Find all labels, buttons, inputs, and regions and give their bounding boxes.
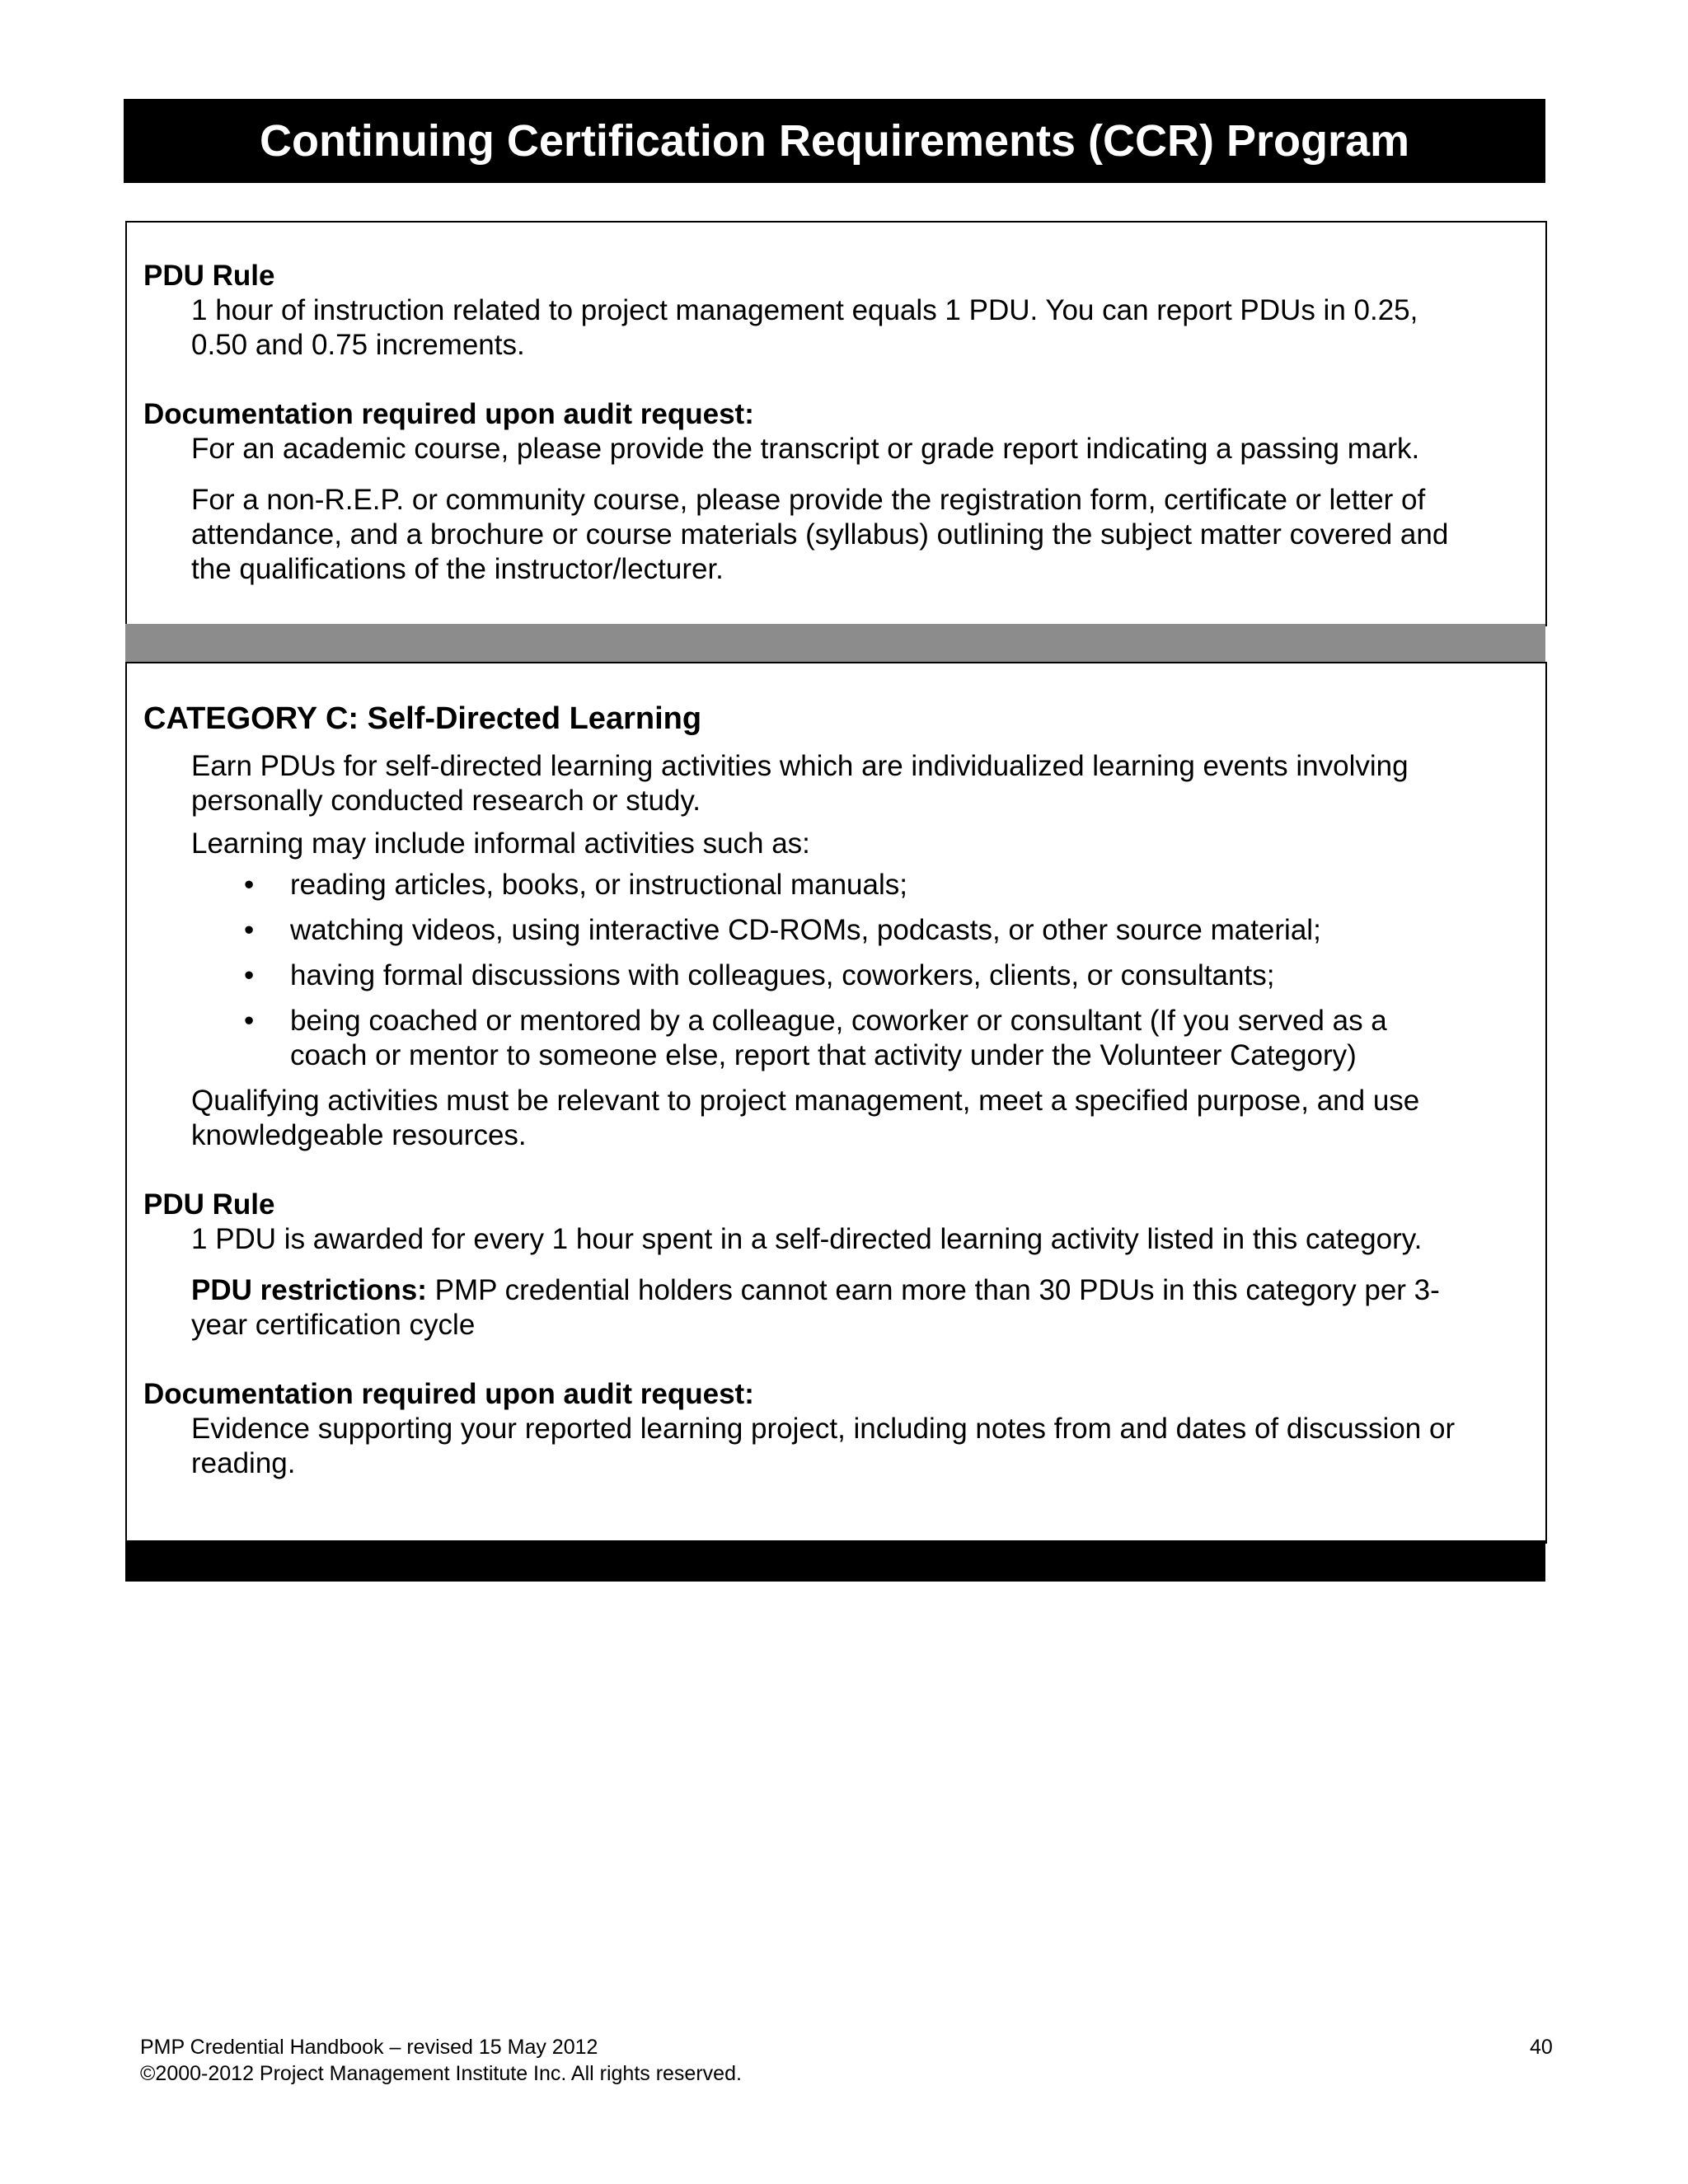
- activities-list: [143, 868, 1521, 1073]
- category-intro: Earn PDUs for self-directed learning activities which are individualized learning events involving personally conducted research or study.: [191, 750, 1409, 817]
- pdu-rule-text: 1 hour of instruction related to project management equals 1 PDU. You can report PDUs in 0.25, 0.50 and 0.75 increments.: [191, 294, 1418, 361]
- pdu-rule-heading-c: PDU Rule: [143, 1188, 275, 1221]
- list-item: • having formal discussions with colleagues, coworkers, clients, or consultants;: [244, 959, 1275, 991]
- page-title-bar: [124, 99, 1545, 183]
- qualifying-text: Qualifying activities must be relevant to project management, meet a specified purpose, and use knowledgeable resources.: [191, 1085, 1420, 1151]
- documentation-text-community: For a non-R.E.P. or community course, please provide the registration form, certificate or letter of attendance, and a brochure or course materials (syllabus) outlining the subject matter covered and the qualifications of the instructor/lecturer.: [191, 484, 1449, 585]
- section-divider-gray: [125, 624, 1545, 662]
- page-title: Continuing Certification Requirements (CCR) Program: [259, 116, 1410, 166]
- documentation-heading-c: Documentation required upon audit request:: [143, 1378, 754, 1410]
- bullet-icon: •: [244, 869, 255, 901]
- list-item: • reading articles, books, or instructional manuals;: [244, 869, 907, 901]
- page-number: 40: [1530, 2036, 1553, 2059]
- documentation-heading: Documentation required upon audit request:: [143, 398, 754, 430]
- footer: [140, 2034, 742, 2087]
- bullet-icon: •: [244, 1005, 255, 1037]
- documentation-text-academic: For an academic course, please provide the transcript or grade report indicating a passing mark.: [191, 433, 1420, 465]
- category-c-box: [125, 662, 1547, 1544]
- activities-intro: Learning may include informal activities such as:: [191, 827, 810, 860]
- pdu-rule-text-c: 1 PDU is awarded for every 1 hour spent in a self-directed learning activity listed in this category.: [191, 1223, 1423, 1255]
- pdu-restrictions: PDU restrictions: PMP credential holders cannot earn more than 30 PDUs in this category per 3- year certification cycle: [191, 1274, 1440, 1341]
- category-heading: CATEGORY C: Self-Directed Learning: [143, 701, 702, 736]
- pdu-rule-box: [125, 221, 1547, 626]
- footer-copyright: ©2000-2012 Project Management Institute Inc. All rights reserved.: [140, 2062, 742, 2085]
- list-item: • watching videos, using interactive CD-ROMs, podcasts, or other source material;: [244, 914, 1321, 946]
- bullet-icon: •: [244, 959, 255, 991]
- bullet-icon: •: [244, 914, 255, 946]
- section-end-bar: [125, 1540, 1545, 1582]
- footer-handbook: PMP Credential Handbook – revised 15 May 2012: [140, 2036, 598, 2059]
- pdu-rule-heading: PDU Rule: [143, 260, 275, 292]
- list-item: • being coached or mentored by a colleague, coworker or consultant (If you served as a coach or mentor to someone else, report that activity under the Volunteer Category): [244, 1005, 1387, 1071]
- documentation-text-c: Evidence supporting your reported learning project, including notes from and dates of discussion or reading.: [191, 1413, 1456, 1479]
